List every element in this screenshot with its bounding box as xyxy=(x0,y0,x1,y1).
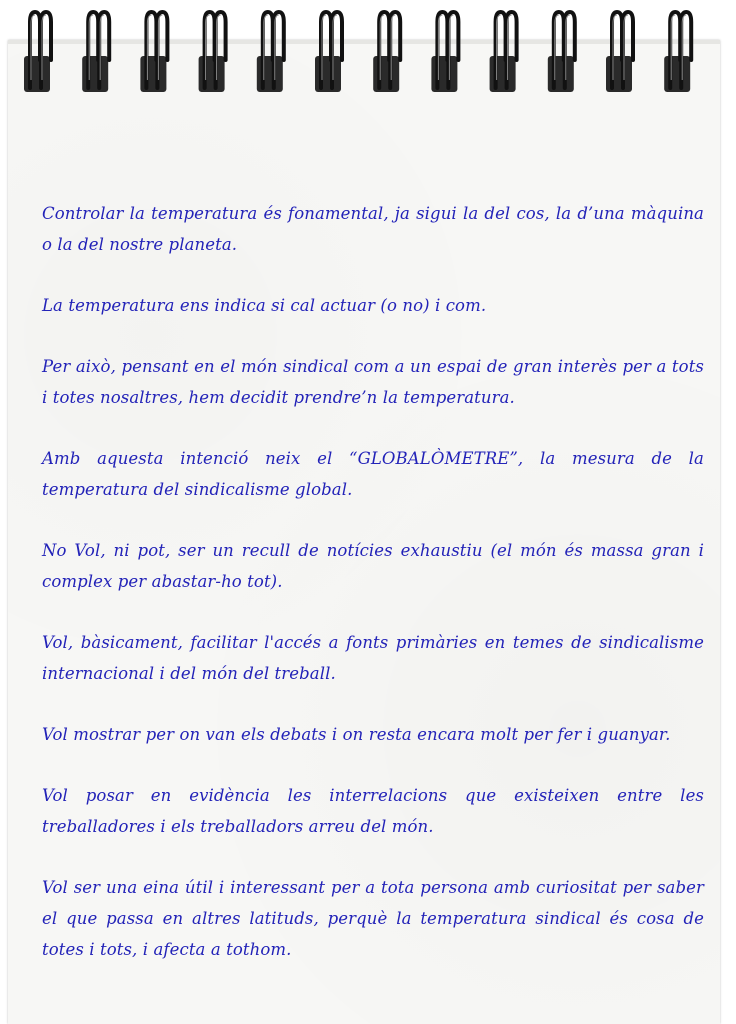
spiral-ring xyxy=(82,12,109,92)
spiral-binding xyxy=(0,0,736,100)
paragraph-6: Vol, bàsicament, facilitar l'accés a fonts primàries en temes de sindicalisme internacional i del món del treball. xyxy=(42,633,704,683)
binding-hole xyxy=(606,56,632,92)
binding-hole xyxy=(24,56,50,92)
binding-hole xyxy=(548,56,574,92)
binding-hole xyxy=(140,56,166,92)
paragraph-2: La temperatura ens indica si cal actuar (o no) i com. xyxy=(42,296,487,315)
paragraph-4: Amb aquesta intenció neix el “GLOBALÒMETRE”, la mesura de la temperatura del sindicalisme global. xyxy=(42,449,704,499)
binding-hole xyxy=(664,56,690,92)
paragraph-1: Controlar la temperatura és fonamental, ja sigui la del cos, la d’una màquina o la del nostre planeta. xyxy=(42,204,704,254)
binding-hole xyxy=(373,56,399,92)
binding-hole xyxy=(315,56,341,92)
binding-hole xyxy=(490,56,516,92)
spiral-ring xyxy=(199,12,226,92)
spiral-ring xyxy=(24,12,51,92)
binding-hole xyxy=(431,56,457,92)
binding-hole xyxy=(82,56,108,92)
spiral-ring xyxy=(257,12,284,92)
spiral-ring xyxy=(373,12,400,92)
paragraph-7: Vol mostrar per on van els debats i on resta encara molt per fer i guanyar. xyxy=(42,725,671,744)
spiral-ring xyxy=(664,12,691,92)
spiral-ring xyxy=(431,12,458,92)
spiral-ring xyxy=(548,12,575,92)
paragraph-9: Vol ser una eina útil i interessant per a tota persona amb curiositat per saber el que passa en altres latituds, perquè la temperatura sindical és cosa de totes i tots, i afecta a tothom. xyxy=(42,878,704,959)
paragraph-5: No Vol, ni pot, ser un recull de notícies exhaustiu (el món és massa gran i complex per abastar-ho tot). xyxy=(42,541,704,591)
spiral-ring xyxy=(315,12,342,92)
spiral-ring xyxy=(140,12,167,92)
notebook-text xyxy=(42,198,704,995)
paragraph-8: Vol posar en evidència les interrelacions que existeixen entre les treballadores i els treballadors arreu del món. xyxy=(42,786,704,836)
paragraph-3: Per això, pensant en el món sindical com a un espai de gran interès per a tots i totes nosaltres, hem decidit prendre’n la temperatura. xyxy=(42,357,704,407)
binding-hole xyxy=(199,56,225,92)
spiral-ring xyxy=(490,12,517,92)
binding-hole xyxy=(257,56,283,92)
spiral-ring xyxy=(606,12,633,92)
